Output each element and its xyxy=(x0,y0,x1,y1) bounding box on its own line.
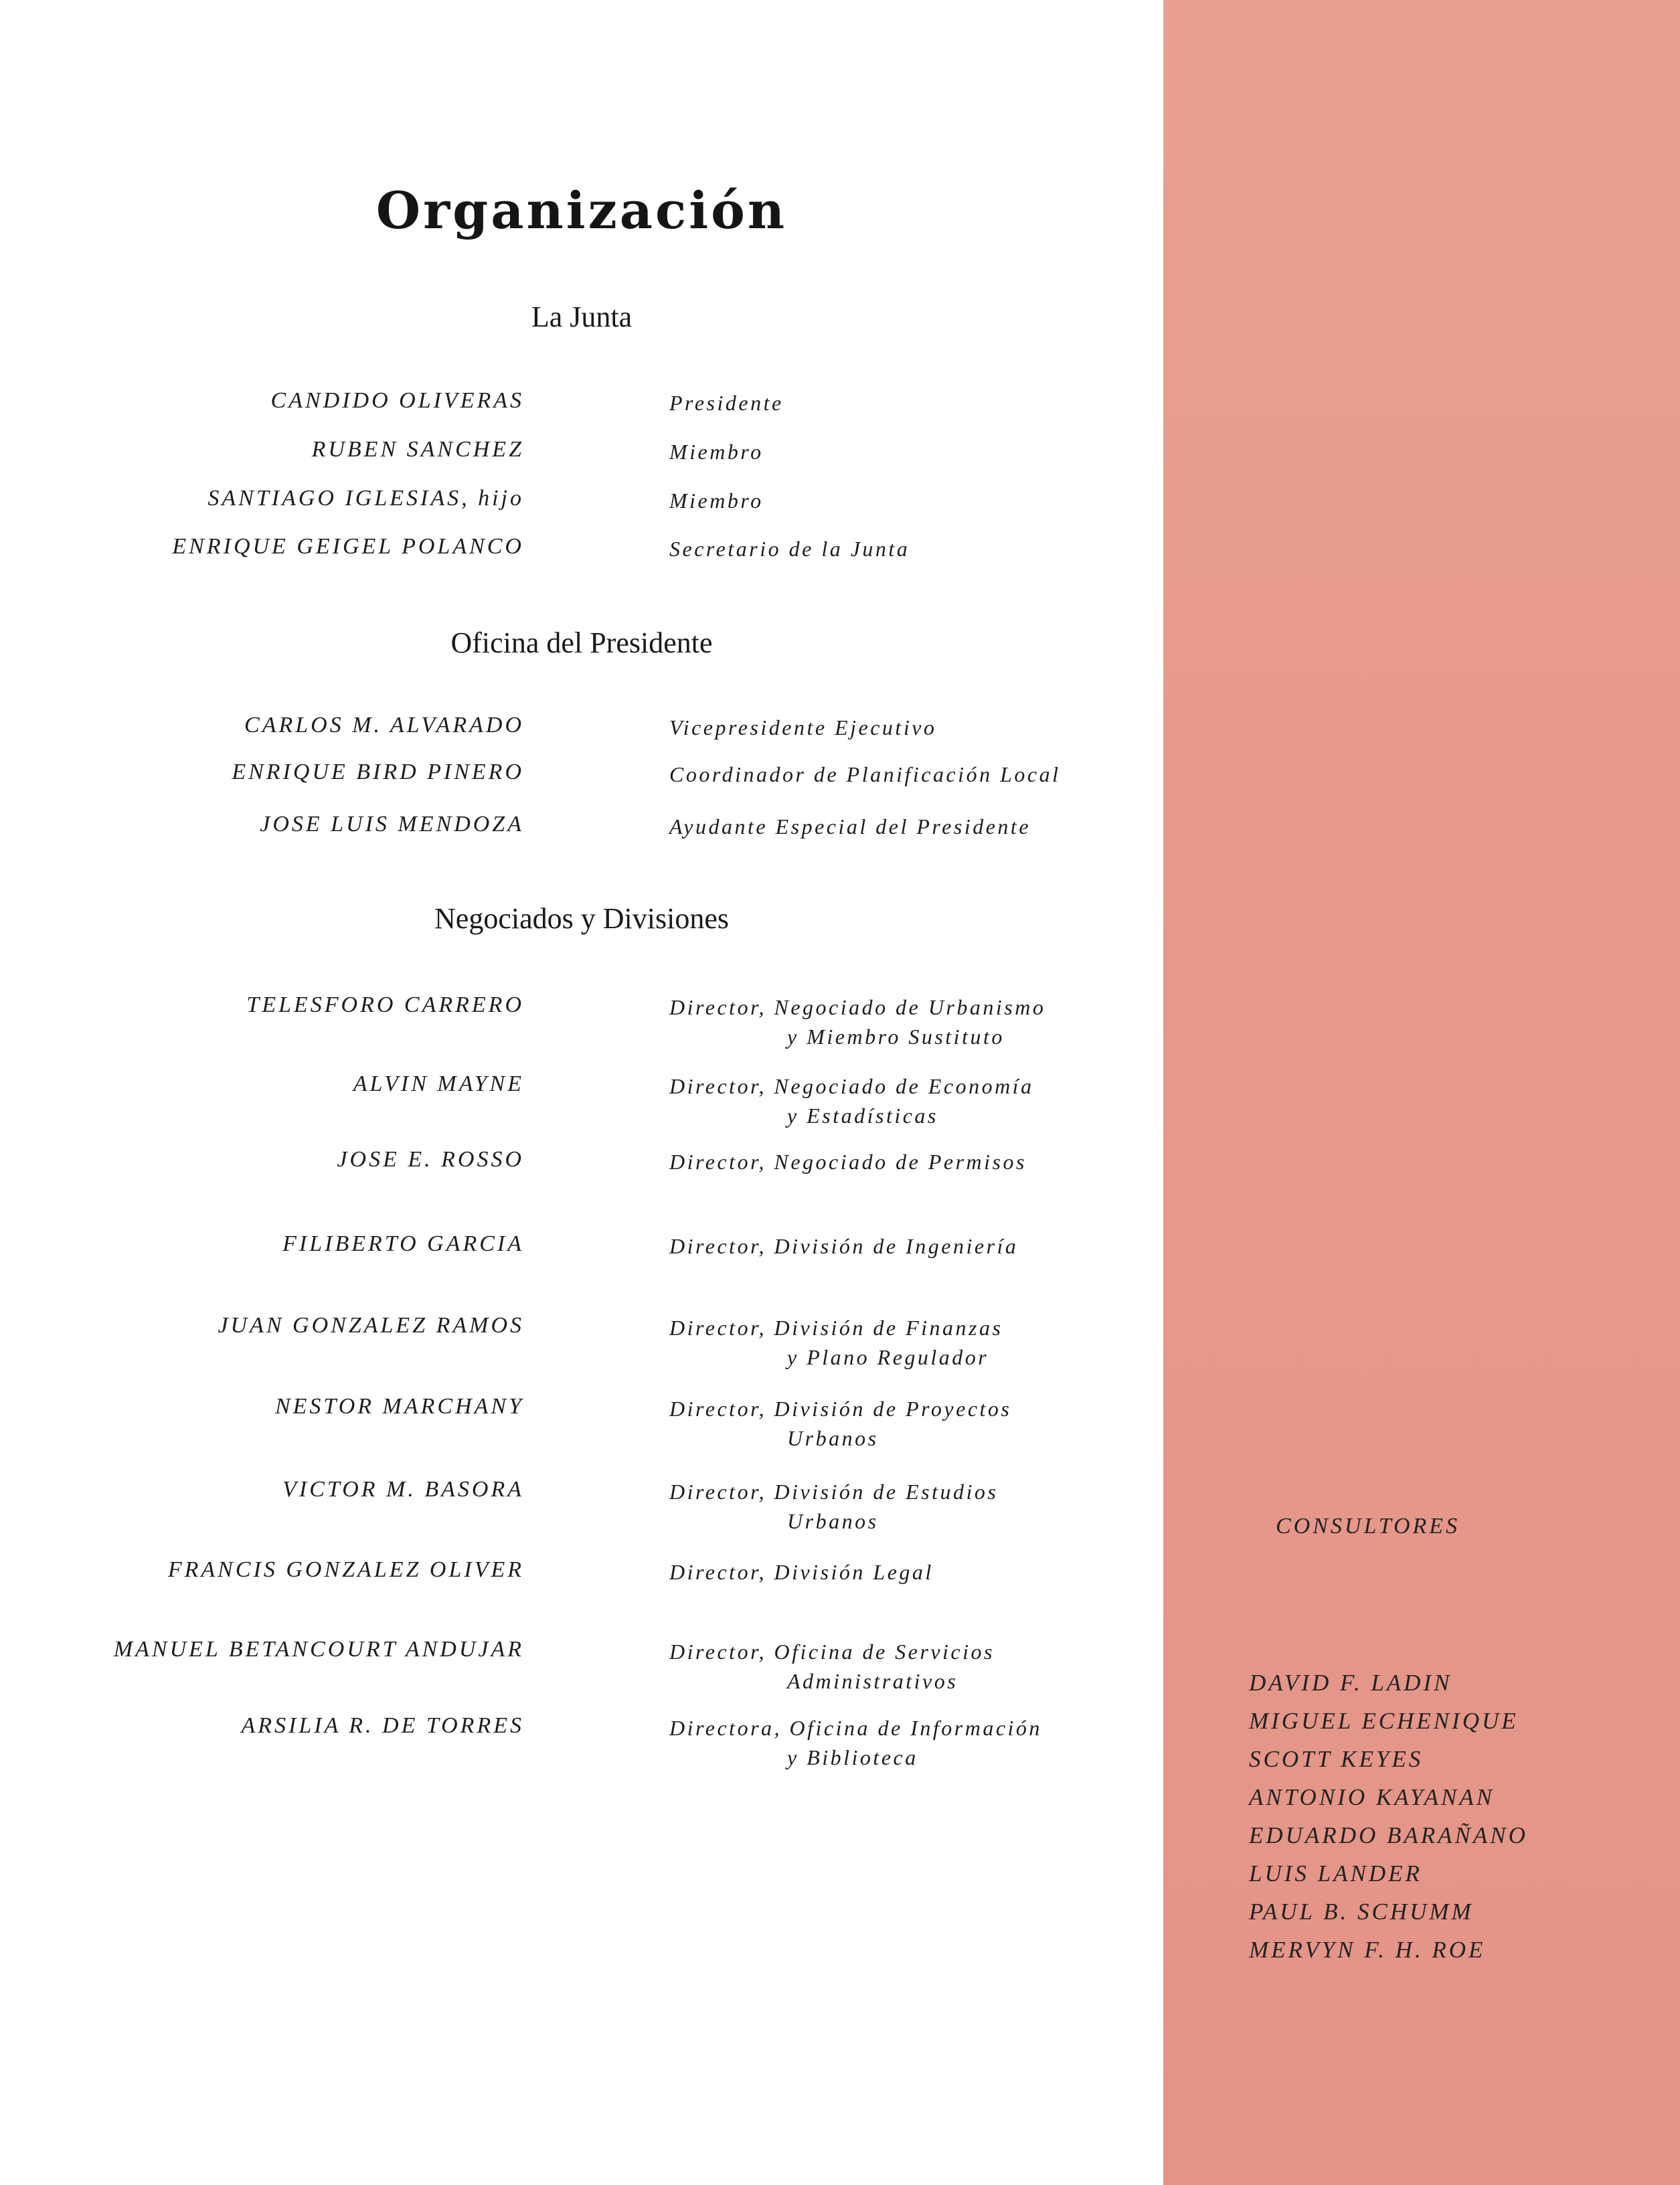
member-role: Director, División Legal xyxy=(669,1560,934,1584)
section-heading-la-junta: La Junta xyxy=(531,300,633,333)
member-role: Director, Negociado de Urbanismo y Miembro Sustituto xyxy=(669,995,1046,1049)
member-role: Coordinador de Planificación Local xyxy=(669,762,1061,786)
member-row xyxy=(0,1071,1163,1132)
member-row xyxy=(0,1713,1163,1773)
member-row xyxy=(0,1313,1163,1373)
consultor-name: DAVID F. LADIN xyxy=(1249,1670,1452,1696)
member-row xyxy=(0,1477,1163,1537)
member-row xyxy=(0,1557,1163,1618)
member-row xyxy=(0,1394,1163,1454)
consultor-name: EDUARDO BARAÑANO xyxy=(1249,1822,1528,1848)
member-name: VICTOR M. BASORA xyxy=(282,1477,524,1502)
member-role: Presidente xyxy=(669,391,784,415)
member-name: ENRIQUE GEIGEL POLANCO xyxy=(172,534,524,559)
member-role: Director, Negociado de Economía y Estadísticas xyxy=(669,1074,1034,1128)
consultor-name: PAUL B. SCHUMM xyxy=(1249,1899,1474,1925)
member-name: TELESFORO CARRERO xyxy=(246,992,524,1017)
member-row xyxy=(0,760,1163,820)
member-row xyxy=(0,992,1163,1053)
member-name: SANTIAGO IGLESIAS, hijo xyxy=(207,486,524,511)
member-name: JOSE E. ROSSO xyxy=(337,1147,524,1172)
member-name: FILIBERTO GARCIA xyxy=(282,1231,524,1256)
member-row xyxy=(0,1637,1163,1697)
consultor-name: SCOTT KEYES xyxy=(1249,1746,1424,1772)
member-name: JUAN GONZALEZ RAMOS xyxy=(218,1313,524,1338)
member-role: Director, Negociado de Permisos xyxy=(669,1150,1027,1174)
member-row xyxy=(0,1231,1163,1292)
consultor-name: LUIS LANDER xyxy=(1249,1860,1422,1887)
member-name: JOSE LUIS MENDOZA xyxy=(260,812,524,837)
consultores-list xyxy=(1249,1664,1528,1969)
page-title: Organización xyxy=(375,181,788,240)
member-name: CARLOS M. ALVARADO xyxy=(244,713,524,737)
member-role: Director, División de Finanzas y Plano Regulador xyxy=(669,1316,1003,1369)
section-heading-negociados-y-divisiones: Negociados y Divisiones xyxy=(434,902,729,935)
member-row xyxy=(0,1147,1163,1207)
consultores-heading: CONSULTORES xyxy=(1276,1514,1460,1539)
member-role: Director, Oficina de Servicios Administrativos xyxy=(669,1640,995,1693)
member-role: Director, División de Ingeniería xyxy=(669,1234,1019,1258)
consultor-name: ANTONIO KAYANAN xyxy=(1249,1784,1495,1810)
member-name: NESTOR MARCHANY xyxy=(274,1394,524,1419)
member-name: ALVIN MAYNE xyxy=(353,1071,524,1096)
member-role: Miembro xyxy=(669,489,764,513)
member-role: Secretario de la Junta xyxy=(669,537,910,561)
member-role: Vicepresidente Ejecutivo xyxy=(669,715,937,739)
member-role: Directora, Oficina de Información y Biblioteca xyxy=(669,1716,1042,1769)
member-name: MANUEL BETANCOURT ANDUJAR xyxy=(113,1637,524,1662)
member-name: ARSILIA R. DE TORRES xyxy=(241,1713,524,1738)
member-role: Director, División de Proyectos Urbanos xyxy=(669,1397,1012,1450)
member-row xyxy=(0,812,1163,872)
member-name: RUBEN SANCHEZ xyxy=(311,437,524,462)
consultor-name: MERVYN F. H. ROE xyxy=(1249,1937,1486,1963)
member-name: CANDIDO OLIVERAS xyxy=(270,388,524,413)
member-role: Ayudante Especial del Presidente xyxy=(669,814,1031,839)
member-name: FRANCIS GONZALEZ OLIVER xyxy=(167,1557,524,1582)
member-row xyxy=(0,534,1163,594)
member-name: ENRIQUE BIRD PINERO xyxy=(232,760,524,784)
consultor-name: MIGUEL ECHENIQUE xyxy=(1249,1708,1519,1734)
member-role: Director, División de Estudios Urbanos xyxy=(669,1480,999,1533)
member-role: Miembro xyxy=(669,440,764,464)
section-heading-oficina-del-presidente: Oficina del Presidente xyxy=(450,626,713,659)
